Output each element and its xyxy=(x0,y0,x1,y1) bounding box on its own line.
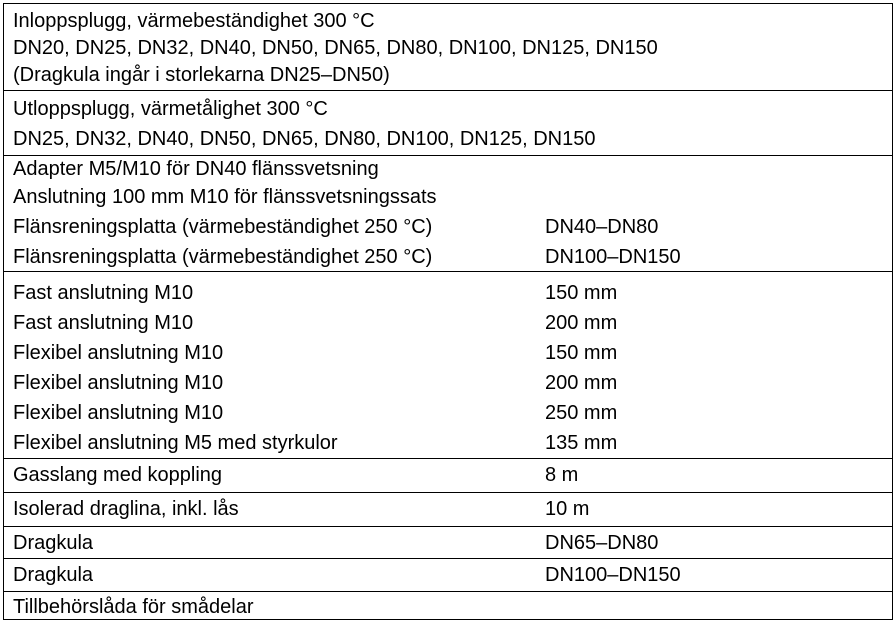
draw-ball-value: DN100–DN150 xyxy=(545,564,681,586)
row-gas-hose xyxy=(4,458,892,492)
connection-label: Fast anslutning M10 xyxy=(13,312,194,334)
flange-cleaning-plate-value: DN40–DN80 xyxy=(545,216,659,238)
connection-label: Flexibel anslutning M5 med styrkulor xyxy=(13,432,338,454)
connection-label: Flexibel anslutning M10 xyxy=(13,342,224,364)
outlet-plug-sizes: DN25, DN32, DN40, DN50, DN65, DN80, DN100, DN125, DN150 xyxy=(13,128,596,150)
connection-label: Flexibel anslutning M10 xyxy=(13,372,224,394)
flange-cleaning-plate-value: DN100–DN150 xyxy=(545,246,681,268)
draw-line-value: 10 m xyxy=(545,498,590,520)
accessory-box-label: Tillbehörslåda för smådelar xyxy=(13,596,254,618)
connection-label: Flexibel anslutning M10 xyxy=(13,402,224,424)
accessories-table xyxy=(3,3,893,620)
draw-ball-label: Dragkula xyxy=(13,564,94,586)
connection-label: Fast anslutning M10 xyxy=(13,282,194,304)
row-draw-line xyxy=(4,492,892,526)
inlet-plug-title: Inloppsplugg, värmebeständighet 300 °C xyxy=(13,10,375,32)
connection-value: 150 mm xyxy=(545,342,618,364)
draw-ball-label: Dragkula xyxy=(13,532,94,554)
row-draw-ball-large xyxy=(4,558,892,591)
flange-cleaning-plate-label: Flänsreningsplatta (värmebeständighet 250 °C) xyxy=(13,216,433,238)
row-connections xyxy=(4,271,892,458)
draw-ball-value: DN65–DN80 xyxy=(545,532,659,554)
row-outlet-plug xyxy=(4,90,892,155)
gas-hose-label: Gasslang med koppling xyxy=(13,464,223,486)
row-accessory-box xyxy=(4,591,892,621)
flange-adapter: Adapter M5/M10 för DN40 flänssvetsning xyxy=(13,158,379,180)
connection-value: 250 mm xyxy=(545,402,618,424)
row-flange xyxy=(4,155,892,271)
inlet-plug-note: (Dragkula ingår i storlekarna DN25–DN50) xyxy=(13,64,390,86)
row-draw-ball-small xyxy=(4,526,892,558)
gas-hose-value: 8 m xyxy=(545,464,579,486)
connection-value: 200 mm xyxy=(545,372,618,394)
row-inlet-plug xyxy=(4,4,892,90)
flange-cleaning-plate-label: Flänsreningsplatta (värmebeständighet 250 °C) xyxy=(13,246,433,268)
flange-connection: Anslutning 100 mm M10 för flänssvetsningssats xyxy=(13,186,437,208)
inlet-plug-sizes: DN20, DN25, DN32, DN40, DN50, DN65, DN80, DN100, DN125, DN150 xyxy=(13,37,658,59)
outlet-plug-title: Utloppsplugg, värmetålighet 300 °C xyxy=(13,98,328,120)
connection-value: 150 mm xyxy=(545,282,618,304)
draw-line-label: Isolerad draglina, inkl. lås xyxy=(13,498,239,520)
connection-value: 135 mm xyxy=(545,432,618,454)
connection-value: 200 mm xyxy=(545,312,618,334)
